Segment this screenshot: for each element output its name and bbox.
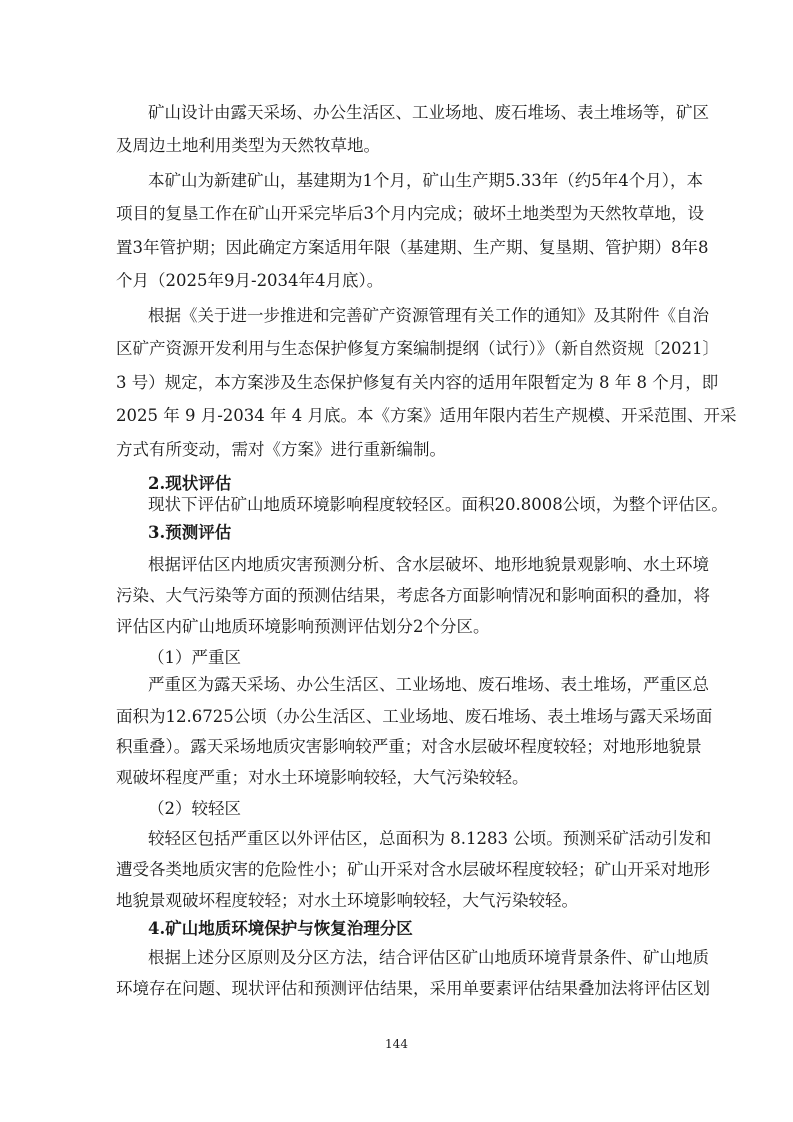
section-heading-h3: 3.预测评估: [148, 523, 232, 542]
p3-line-1: 根据《关于进一步推进和完善矿产资源管理有关工作的通知》及其附件《自治: [148, 306, 709, 325]
p3-line-5: 方式有所变动，需对《方案》进行重新编制。: [116, 440, 446, 459]
p5-line-2: 污染、大气污染等方面的预测估结果，考虑各方面影响情况和影响面积的叠加，将: [116, 586, 710, 605]
p6-line-3: 积重叠）。露天采场地质灾害影响较严重；对含水层破坏程度较轻；对地形地貌景: [116, 737, 702, 756]
p2-line-2: 项目的复垦工作在矿山开采完毕后3个月内完成；破坏土地类型为天然牧草地，设: [116, 204, 704, 223]
subsection-heading-s1: （1）严重区: [148, 648, 241, 667]
p5-line-3: 评估区内矿山地质环境影响预测评估划分2个分区。: [116, 617, 490, 636]
section-heading-h4: 4.矿山地质环境保护与恢复治理分区: [148, 919, 413, 938]
p6-line-1: 严重区为露天采场、办公生活区、工业场地、废石堆场、表土堆场，严重区总: [148, 675, 709, 694]
p7-line-2: 遭受各类地质灾害的危险性小；矿山开采对含水层破坏程度较轻；矿山开采对地形: [116, 860, 710, 879]
p6-line-2: 面积为12.6725公顷（办公生活区、工业场地、废石堆场、表土堆场与露天采场面: [116, 707, 713, 726]
p6-line-4: 观破坏程度严重；对水土环境影响较轻，大气污染较轻。: [116, 768, 529, 787]
page-number: 144: [385, 1037, 408, 1051]
subsection-heading-s2: （2）较轻区: [148, 799, 241, 818]
p8-line-2: 环境存在问题、现状评估和预测评估结果，采用单要素评估结果叠加法将评估区划: [116, 979, 710, 998]
p2-line-3: 置3年管护期；因此确定方案适用年限（基建期、生产期、复垦期、管护期）8年8: [116, 238, 709, 257]
section-heading-h2: 2.现状评估: [148, 474, 232, 493]
p1-line-1: 矿山设计由露天采场、办公生活区、工业场地、废石堆场、表土堆场等，矿区: [148, 103, 709, 122]
p4-line-1: 现状下评估矿山地质环境影响程度较轻区。面积20.8008公顷，为整个评估区。: [148, 495, 728, 514]
p3-line-2: 区矿产资源开发利用与生态保护修复方案编制提纲（试行）》（新自然资规〔2021〕: [116, 339, 719, 358]
p1-line-2: 及周边土地利用类型为天然牧草地。: [116, 136, 380, 155]
p3-line-4: 2025 年 9 月-2034 年 4 月底。本《方案》适用年限内若生产规模、开采范围、开采: [116, 406, 737, 425]
p5-line-1: 根据评估区内地质灾害预测分析、含水层破坏、地形地貌景观影响、水土环境: [148, 555, 709, 574]
p7-line-3: 地貌景观破坏程度较轻；对水土环境影响较轻，大气污染较轻。: [116, 891, 578, 910]
p7-line-1: 较轻区包括严重区以外评估区，总面积为 8.1283 公顷。预测采矿活动引发和: [148, 829, 712, 848]
p8-line-1: 根据上述分区原则及分区方法，结合评估区矿山地质环境背景条件、矿山地质: [148, 948, 709, 967]
p2-line-1: 本矿山为新建矿山，基建期为1个月，矿山生产期5.33年（约5年4个月），本: [148, 171, 703, 190]
p2-line-4: 个月（2025年9月-2034年4月底）。: [116, 271, 384, 290]
p3-line-3: 3 号）规定，本方案涉及生态保护修复有关内容的适用年限暂定为 8 年 8 个月，即: [116, 373, 719, 392]
